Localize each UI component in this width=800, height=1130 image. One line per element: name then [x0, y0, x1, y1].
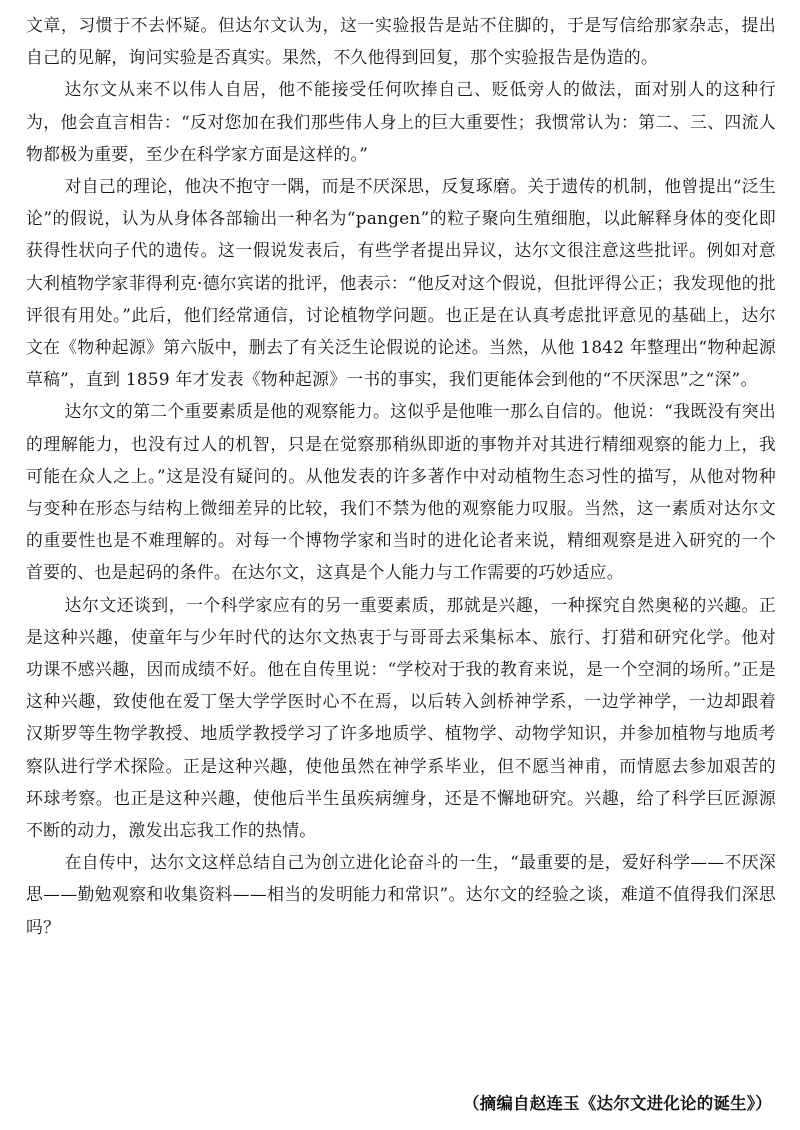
paragraph-4: 达尔文的第二个重要素质是他的观察能力。这似乎是他唯一那么自信的。他说：“我既没有突出的理解能力，也没有过人的机智，只是在觉察那稍纵即逝的事物并对其进行精细观察的能力上，我可能在众人之上。”这是没有疑问的。从他发表的许多著作中对动植物生态习性的描写，从他对物种与变种在形态与结构上微细差异的比较，我们不禁为他的观察能力叹服。当然，这一素质对达尔文的重要性也是不难理解的。对每一个博物学家和当时的进化论者来说，精细观察是进入研究的一个首要的、也是起码的条件。在达尔文，这真是个人能力与工作需要的巧妙适应。: [26, 401, 776, 583]
paragraph-3: 对自己的理论，他决不抱守一隅，而是不厌深思，反复琢磨。关于遗传的机制，他曾提出“泛生论”的假说，认为从身体各部输出一种名为“pangen”的粒子聚向生殖细胞，以此解释身体的变化即获得性状向子代的遗传。这一假说发表后，有些学者提出异议，达尔文很注意这些批评。例如对意大利植物学家菲得利克·德尔宾诺的批评，他表示：“他反对这个假说，但批评得公正；我发现他的批评很有用处。”此后，他们经常通信，讨论植物学问题。也正是在认真考虑批评意见的基础上，达尔文在《物种起源》第六版中，删去了有关泛生论假说的论述。当然，从他 1842 年整理出“物种起源草稿”，直到 1859 年才发表《物种起源》一书的事实，我们更能体会到他的“不厌深思”之“深”。: [26, 176, 776, 390]
paragraph-6: 在自传中，达尔文这样总结自己为创立进化论奋斗的一生，“最重要的是，爱好科学——不厌深思——勤勉观察和收集资料——相当的发明能力和常识”。达尔文的经验之谈，难道不值得我们深思吗？: [26, 852, 776, 937]
paragraph-1: 文章，习惯于不去怀疑。但达尔文认为，这一实验报告是站不住脚的，于是写信给那家杂志，提出自己的见解，询问实验是否真实。果然，不久他得到回复，那个实验报告是伪造的。: [26, 15, 776, 68]
source-citation: （摘编自赵连玉《达尔文进化论的诞生》）: [462, 1094, 772, 1113]
paragraph-5: 达尔文还谈到，一个科学家应有的另一重要素质，那就是兴趣，一种探究自然奥秘的兴趣。正是这种兴趣，使童年与少年时代的达尔文热衷于与哥哥去采集标本、旅行、打猎和研究化学。他对功课不感兴趣，因而成绩不好。他在自传里说：“学校对于我的教育来说，是一个空洞的场所。”正是这种兴趣，致使他在爱丁堡大学学医时心不在焉，以后转入剑桥神学系，一边学神学，一边却跟着汉斯罗等生物学教授、地质学教授学习了许多地质学、植物学、动物学知识，并参加植物与地质考察队进行学术探险。正是这种兴趣，使他虽然在神学系毕业，但不愿当神甫，而情愿去参加艰苦的环球考察。也正是这种兴趣，使他后半生虽疾病缠身，还是不懈地研究。兴趣，给了科学巨匠源源不断的动力，激发出忘我工作的热情。: [26, 594, 776, 841]
article-body: [26, 9, 776, 943]
paragraph-2: 达尔文从来不以伟人自居，他不能接受任何吹捧自己、贬低旁人的做法，面对别人的这种行为，他会直言相告：“反对您加在我们那些伟人身上的巨大重要性；我惯常认为：第二、三、四流人物都极为重要，至少在科学家方面是这样的。”: [26, 79, 776, 164]
